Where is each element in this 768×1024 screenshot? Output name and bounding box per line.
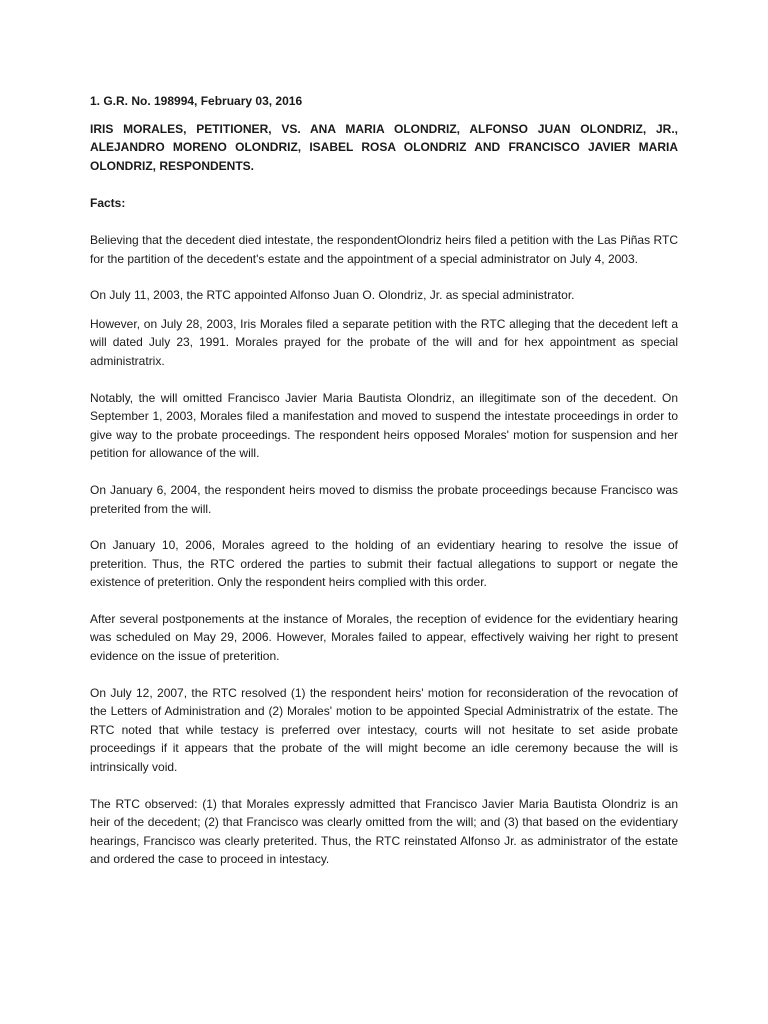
case-parties: IRIS MORALES, PETITIONER, VS. ANA MARIA OLONDRIZ, ALFONSO JUAN OLONDRIZ, JR., ALEJANDRO MORENO OLONDRIZ, ISABEL ROSA OLONDRIZ AND FRANCISCO JAVIER MARIA OLONDRIZ, RESPONDENTS. (90, 121, 678, 173)
paragraph: Notably, the will omitted Francisco Javier Maria Bautista Olondriz, an illegitimate son of the decedent. On September 1, 2003, Morales filed a manifestation and moved to suspend the intestate proceedings in order to give way to the probate proceedings. The respondent heirs opposed Morales' motion for suspension and her petition for allowance of the will. (90, 390, 678, 461)
case-number: 1. G.R. No. 198994, February 03, 2016 (90, 94, 303, 108)
paragraph: On January 6, 2004, the respondent heirs moved to dismiss the probate proceedings because Francisco was preterited from the will. (90, 482, 678, 516)
paragraph: On July 11, 2003, the RTC appointed Alfonso Juan O. Olondriz, Jr. as special administrator. (90, 288, 575, 303)
facts-heading: Facts: (90, 196, 126, 211)
paragraph: After several postponements at the instance of Morales, the reception of evidence for the evidentiary hearing was scheduled on May 29, 2006. However, Morales failed to appear, effectively waiving her right to present evidence on the issue of preterition. (90, 611, 678, 664)
document-page (90, 92, 678, 887)
paragraph: Believing that the decedent died intestate, the respondentOlondriz heirs filed a petition with the Las Piñas RTC for the partition of the decedent's estate and the appointment of a special administrator on July 4, 2003. (90, 232, 678, 266)
paragraph: On January 10, 2006, Morales agreed to the holding of an evidentiary hearing to resolve the issue of preterition. Thus, the RTC ordered the parties to submit their factual allegations to support or negate the existence of preterition. Only the respondent heirs complied with this order. (90, 538, 678, 590)
paragraph: On July 12, 2007, the RTC resolved (1) the respondent heirs' motion for reconsideration of the revocation of the Letters of Administration and (2) Morales' motion to be appointed Special Administratrix of the estate. The RTC noted that while testacy is preferred over intestacy, courts will not hesitate to set aside probate proceedings if it appears that the probate of the will might become an idle ceremony because the will is intrinsically void. (90, 685, 678, 775)
paragraph: However, on July 28, 2003, Iris Morales filed a separate petition with the RTC alleging that the decedent left a will dated July 23, 1991. Morales prayed for the probate of the will and for hex appointment as special administratrix. (90, 316, 678, 368)
paragraph: The RTC observed: (1) that Morales expressly admitted that Francisco Javier Maria Bautista Olondriz is an heir of the decedent; (2) that Francisco was clearly omitted from the will; and (3) that based on the evidentiary hearings, Francisco was clearly preterited. Thus, the RTC reinstated Alfonso Jr. as administrator of the estate and ordered the case to proceed in intestacy. (90, 796, 678, 867)
